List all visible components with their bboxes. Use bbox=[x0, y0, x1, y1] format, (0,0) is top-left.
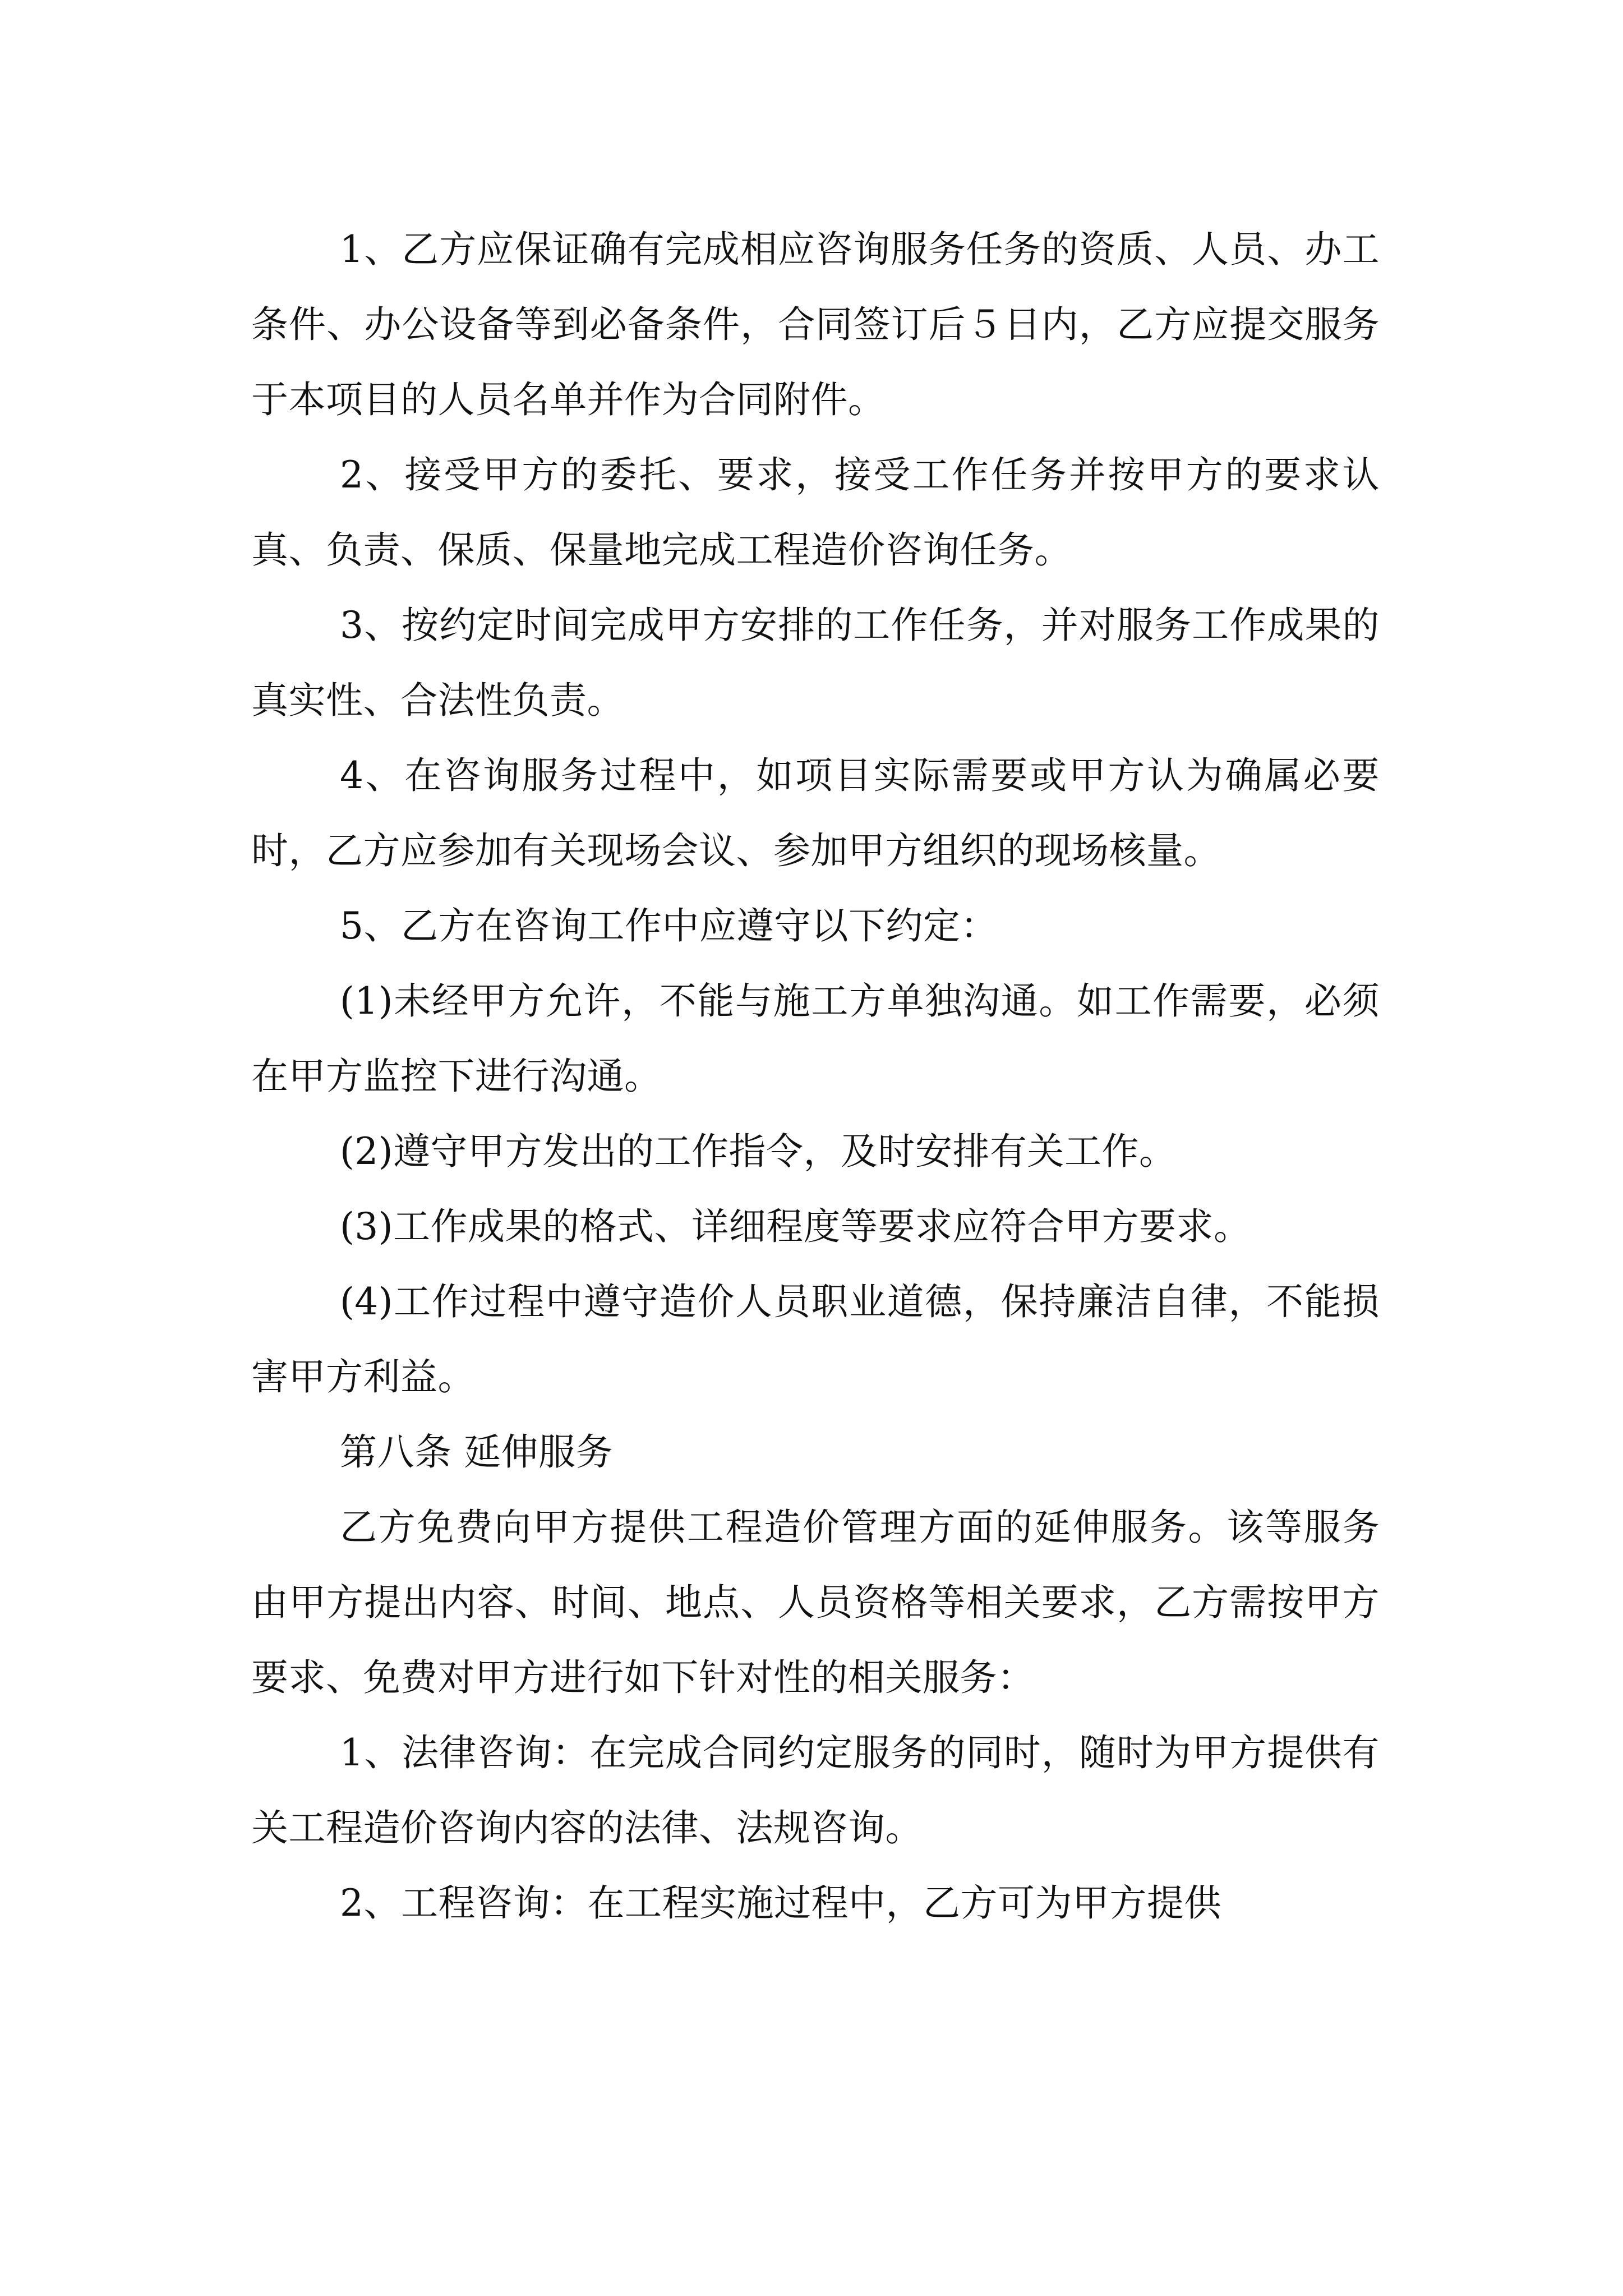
paragraph-article-8-intro: 乙方免费向甲方提供工程造价管理方面的延伸服务。该等服务由甲方提出内容、时间、地点、人员资格等相关要求，乙方需按甲方要求、免费对甲方进行如下针对性的相关服务： bbox=[251, 1506, 1380, 1699]
paragraph-duty-3: 3、按约定时间完成甲方安排的工作任务，并对服务工作成果的真实性、合法性负责。 bbox=[251, 604, 1380, 722]
article-8-heading: 第八条 延伸服务 bbox=[340, 1430, 613, 1474]
paragraph-ext-1: 1、法律咨询：在完成合同约定服务的同时，随时为甲方提供有关工程造价咨询内容的法律、法规咨询。 bbox=[251, 1731, 1380, 1849]
paragraph-rule-2: (2)遵守甲方发出的工作指令，及时安排有关工作。 bbox=[340, 1130, 1177, 1173]
paragraph-rule-1: (1)未经甲方允许，不能与施工方单独沟通。如工作需要，必须在甲方监控下进行沟通。 bbox=[251, 979, 1380, 1098]
paragraph-duty-2: 2、接受甲方的委托、要求，接受工作任务并按甲方的要求认真、负责、保质、保量地完成工程造价咨询任务。 bbox=[251, 453, 1380, 572]
paragraph-duty-4: 4、在咨询服务过程中，如项目实际需要或甲方认为确属必要时，乙方应参加有关现场会议、参加甲方组织的现场核量。 bbox=[251, 754, 1380, 872]
paragraph-rule-4: (4)工作过程中遵守造价人员职业道德，保持廉洁自律，不能损害甲方利益。 bbox=[251, 1280, 1380, 1398]
document-body bbox=[251, 212, 1380, 1941]
paragraph-rule-3: (3)工作成果的格式、详细程度等要求应符合甲方要求。 bbox=[340, 1205, 1251, 1248]
paragraph-ext-2: 2、工程咨询：在工程实施过程中，乙方可为甲方提供 bbox=[340, 1881, 1221, 1925]
paragraph-duty-5: 5、乙方在咨询工作中应遵守以下约定： bbox=[340, 904, 998, 947]
paragraph-duty-1: 1、乙方应保证确有完成相应咨询服务任务的资质、人员、办工条件、办公设备等到必备条件，合同签订后５日内，乙方应提交服务于本项目的人员名单并作为合同附件。 bbox=[251, 228, 1380, 421]
